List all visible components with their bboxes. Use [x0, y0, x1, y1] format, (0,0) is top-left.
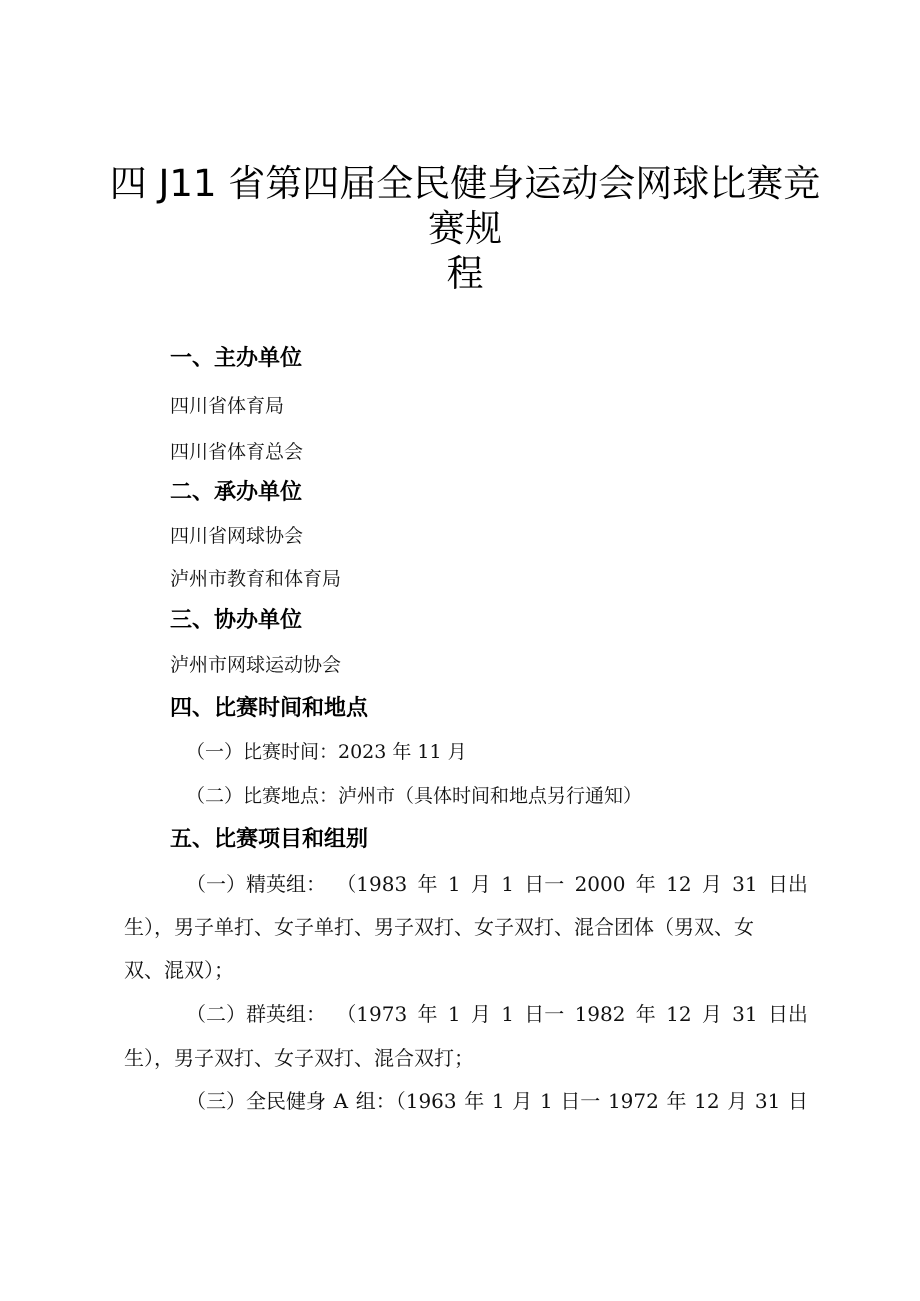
co-organizer-line-1: 泸州市网球运动协会	[170, 654, 342, 676]
text-segment: 1	[491, 1089, 505, 1113]
text-segment: 月	[512, 1089, 533, 1113]
text-segment: 1	[501, 1002, 514, 1026]
text-segment: 年	[666, 1089, 687, 1113]
text-segment: 12	[694, 1089, 720, 1113]
text-segment: 2000	[574, 872, 626, 896]
text-segment: 年	[635, 872, 656, 896]
text-segment: 1	[447, 872, 461, 896]
text-segment: 1	[447, 1002, 461, 1026]
host-line-2: 泸州市教育和体育局	[170, 568, 342, 590]
text-segment: 月	[701, 872, 722, 896]
text-segment: 月	[727, 1089, 748, 1113]
organizer-line-1: 四川省体育局	[170, 395, 285, 417]
text-segment: 日出	[767, 872, 808, 896]
text-segment: 1982	[574, 1002, 626, 1026]
text-segment: 31	[732, 872, 758, 896]
time-line: （一）比赛时间：2023 年 11 月	[186, 741, 467, 763]
text-segment: 月	[470, 1002, 491, 1026]
document-title-line-3: 程	[446, 252, 484, 295]
text-segment: 日出	[767, 1002, 808, 1026]
group-masters-first-line	[124, 1000, 808, 1028]
section-heading-co-organizer: 三、协办单位	[170, 608, 303, 633]
group-masters-line-2: 生），男子双打、女子双打、混合双打；	[124, 1046, 474, 1070]
text-segment: 1972	[607, 1089, 659, 1113]
section-heading-events-groups: 五、比赛项目和组别	[170, 827, 369, 852]
text-segment: 12	[666, 872, 692, 896]
text-segment: 1	[539, 1089, 553, 1113]
section-heading-organizer: 一、主办单位	[170, 346, 303, 371]
venue-line: （二）比赛地点：泸州市（具体时间和地点另行通知）	[186, 785, 643, 807]
text-segment: 日一	[524, 872, 565, 896]
text-segment: 日一	[524, 1002, 565, 1026]
text-segment: （1983	[336, 872, 408, 896]
text-segment: （1973	[336, 1002, 408, 1026]
group-elite-first-line	[124, 870, 808, 898]
group-fitness-a-first-line	[124, 1087, 808, 1115]
text-segment: （三）全民健身	[186, 1089, 326, 1113]
text-segment: 年	[464, 1089, 485, 1113]
section-heading-time-venue: 四、比赛时间和地点	[170, 696, 369, 721]
text-segment: 年	[417, 872, 438, 896]
text-segment: 12	[666, 1002, 692, 1026]
text-segment: 年	[417, 1002, 438, 1026]
organizer-line-2: 四川省体育总会	[170, 441, 304, 463]
text-segment: 月	[470, 872, 491, 896]
text-segment: 31	[754, 1089, 781, 1113]
text-segment: 31	[732, 1002, 758, 1026]
text-segment: 年	[635, 1002, 656, 1026]
group-elite-line-3: 双、混双）；	[124, 958, 234, 982]
text-segment: 日	[787, 1089, 808, 1113]
text-segment: A	[333, 1089, 349, 1113]
section-heading-host: 二、承办单位	[170, 480, 303, 505]
document-title-line-2: 赛规	[428, 207, 502, 250]
text-segment: 1	[501, 872, 514, 896]
group-elite-line-2: 生），男子单打、女子单打、男子双打、女子双打、混合团体（男双、女	[124, 915, 754, 939]
text-segment: （二）群英组：	[186, 1002, 326, 1026]
text-segment: 月	[701, 1002, 722, 1026]
text-segment: （一）精英组：	[186, 872, 326, 896]
text-segment: 日一	[560, 1089, 601, 1113]
text-segment: 组：（1963	[355, 1089, 457, 1113]
document-title-line-1: 四 J11 省第四届全民健身运动会网球比赛竞	[109, 162, 821, 205]
host-line-1: 四川省网球协会	[170, 525, 304, 547]
